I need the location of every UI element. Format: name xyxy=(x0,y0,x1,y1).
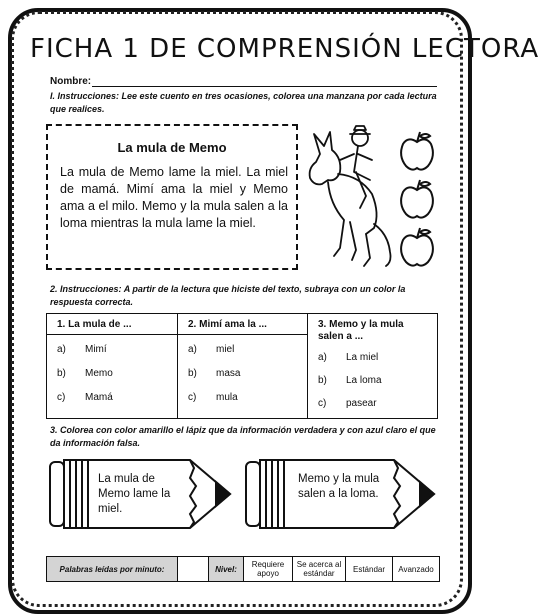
palabras-value[interactable] xyxy=(178,557,209,581)
pencil-true-false-2[interactable] xyxy=(242,456,438,532)
apples-illustration xyxy=(398,130,436,270)
pencil-1-text: La mula de Memo lame la miel. xyxy=(98,473,171,515)
page-title: FICHA 1 DE COMPRENSIÓN LECTORA xyxy=(30,34,539,64)
question-3-head: 3. Memo y la mula salen a ... xyxy=(318,319,404,342)
level-estandar[interactable]: Estándar xyxy=(346,557,393,581)
level-se-acerca[interactable]: Se acerca al estándar xyxy=(293,557,346,581)
nombre-field[interactable] xyxy=(92,86,437,87)
question-3: 3. Memo y la mula salen a ... a) La miel b) La loma c) pasear xyxy=(307,314,438,418)
story-text: La mula de Memo lame la miel. La miel de mamá. Mimí ama la miel y Memo ama a el milo. Memo y la mula salen a la loma mientras la mula lame la miel. xyxy=(60,165,288,230)
instructions-2: 2. Instrucciones: A partir de la lectura que hiciste del texto, subraya con un color la respuesta correcta. xyxy=(50,284,406,307)
question-1: 1. La mula de ... a) Mimí b) Memo c) Mamá xyxy=(47,314,177,418)
apple-icon xyxy=(401,132,433,170)
apple-icon xyxy=(401,228,433,266)
question-2: 2. Mimí ama la ... a) miel b) masa c) mula xyxy=(177,314,308,418)
question-2-head: 2. Mimí ama la ... xyxy=(188,319,267,330)
question-1-head: 1. La mula de ... xyxy=(57,319,132,330)
story-box xyxy=(46,124,298,270)
palabras-label: Palabras leídas por minuto: xyxy=(47,557,178,581)
level-avanzado[interactable]: Avanzado xyxy=(398,564,434,574)
pencil-2-text: Memo y la mula salen a la loma. xyxy=(298,473,380,500)
reading-level-table xyxy=(46,556,440,582)
pencil-true-false-1[interactable] xyxy=(46,456,234,532)
level-requiere-apoyo[interactable]: Requiere apoyo xyxy=(244,557,293,581)
instructions-3: 3. Colorea con color amarillo el lápiz que da información verdadera y con azul claro el que da información falsa. xyxy=(50,425,436,448)
story-title: La mula de Memo xyxy=(117,140,227,155)
questions-table xyxy=(46,313,438,419)
mule-rider-illustration xyxy=(300,124,396,274)
nombre-label: Nombre: xyxy=(50,76,92,87)
instructions-1: I. Instrucciones: Lee este cuento en tres ocasiones, colorea una manzana por cada lectura que realices. xyxy=(50,91,437,114)
nivel-label: Nivel: xyxy=(209,557,244,581)
apple-icon xyxy=(401,180,433,218)
